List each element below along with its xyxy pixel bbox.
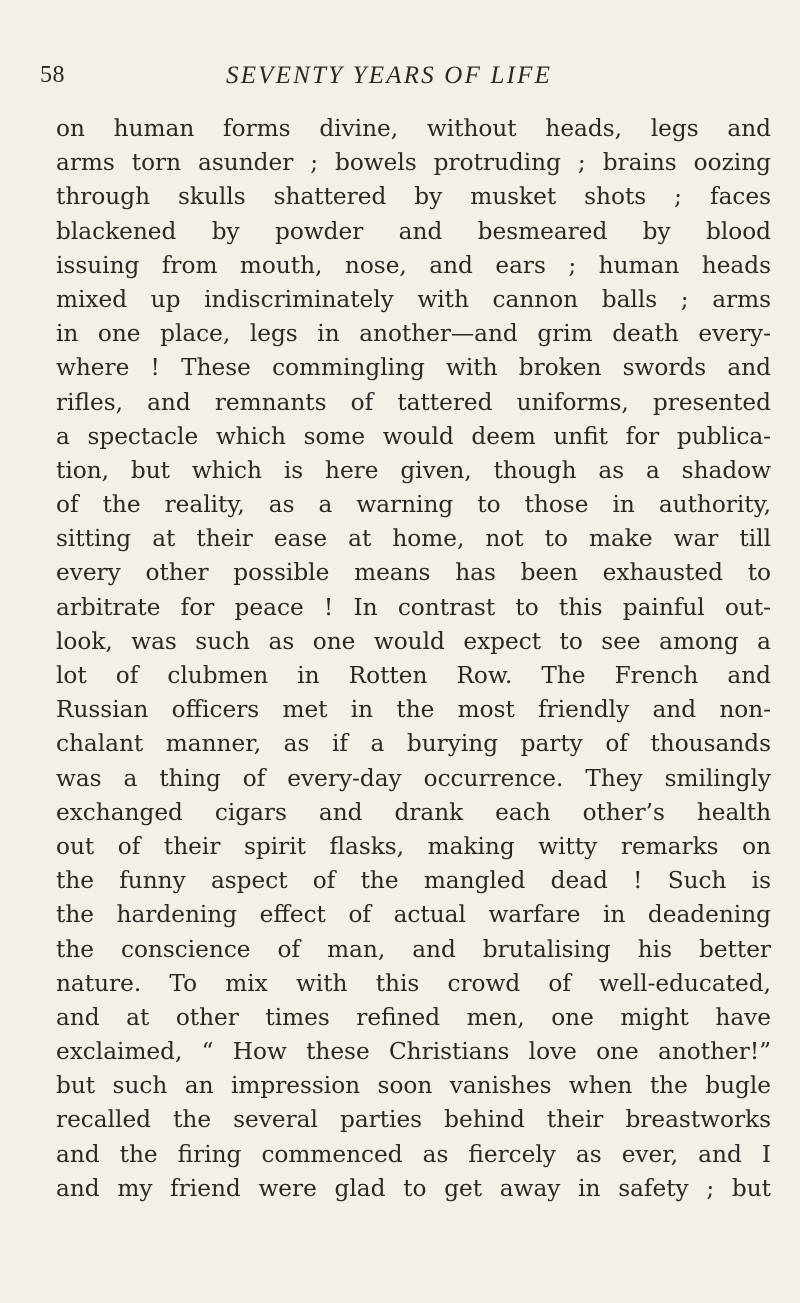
text-line: was a thing of every-day occurrence. They smilingly [56, 764, 771, 792]
text-line: chalant manner, as if a burying party of thousands [56, 730, 771, 758]
text-line: in one place, legs in another—and grim death every- [56, 320, 771, 348]
text-line: on human forms divine, without heads, legs and [56, 115, 771, 142]
text-line: arbitrate for peace ! In contrast to this painful out- [56, 593, 771, 621]
page-number: 58 [40, 62, 65, 88]
body-text [56, 112, 771, 1206]
text-line: Russian officers met in the most friendly and non- [56, 696, 771, 724]
text-line: exclaimed, “ How these Christians love one another!” [56, 1038, 771, 1066]
running-head [40, 62, 770, 92]
text-line: through skulls shattered by musket shots ; faces [56, 183, 771, 211]
text-line: nature. To mix with this crowd of well-educated, [56, 969, 771, 997]
running-title: SEVENTY YEARS OF LIFE [226, 62, 553, 89]
text-line: recalled the several parties behind their breastworks [56, 1106, 771, 1134]
text-line: look, was such as one would expect to see among a [56, 627, 771, 655]
text-line: the conscience of man, and brutalising his better [56, 935, 771, 963]
text-line: of the reality, as a warning to those in authority, [56, 491, 771, 519]
text-line: and at other times refined men, one might have [56, 1003, 771, 1031]
text-line: and the firing commenced as fiercely as ever, and I [56, 1140, 771, 1168]
text-line: mixed up indiscriminately with cannon balls ; arms [56, 285, 771, 313]
text-line: out of their spirit flasks, making witty remarks on [56, 832, 771, 860]
text-line: arms torn asunder ; bowels protruding ; brains oozing [56, 149, 771, 177]
text-line: the hardening effect of actual warfare in deadening [56, 901, 771, 929]
text-line: and my friend were glad to get away in safety ; but [56, 1174, 771, 1202]
text-line: the funny aspect of the mangled dead ! Such is [56, 867, 771, 895]
text-line: every other possible means has been exhausted to [56, 559, 771, 587]
text-line: issuing from mouth, nose, and ears ; human heads [56, 251, 771, 279]
text-line: lot of clubmen in Rotten Row. The French and [56, 662, 771, 689]
text-line: blackened by powder and besmeared by blood [56, 217, 771, 245]
text-line: where ! These commingling with broken swords and [56, 354, 771, 382]
text-line: a spectacle which some would deem unfit for publica- [56, 422, 771, 450]
text-line: but such an impression soon vanishes when the bugle [56, 1072, 771, 1100]
text-line: exchanged cigars and drank each other’s health [56, 798, 771, 826]
text-line: tion, but which is here given, though as a shadow [56, 456, 771, 484]
text-line: sitting at their ease at home, not to make war till [56, 525, 771, 553]
text-line: rifles, and remnants of tattered uniforms, presented [56, 388, 771, 416]
